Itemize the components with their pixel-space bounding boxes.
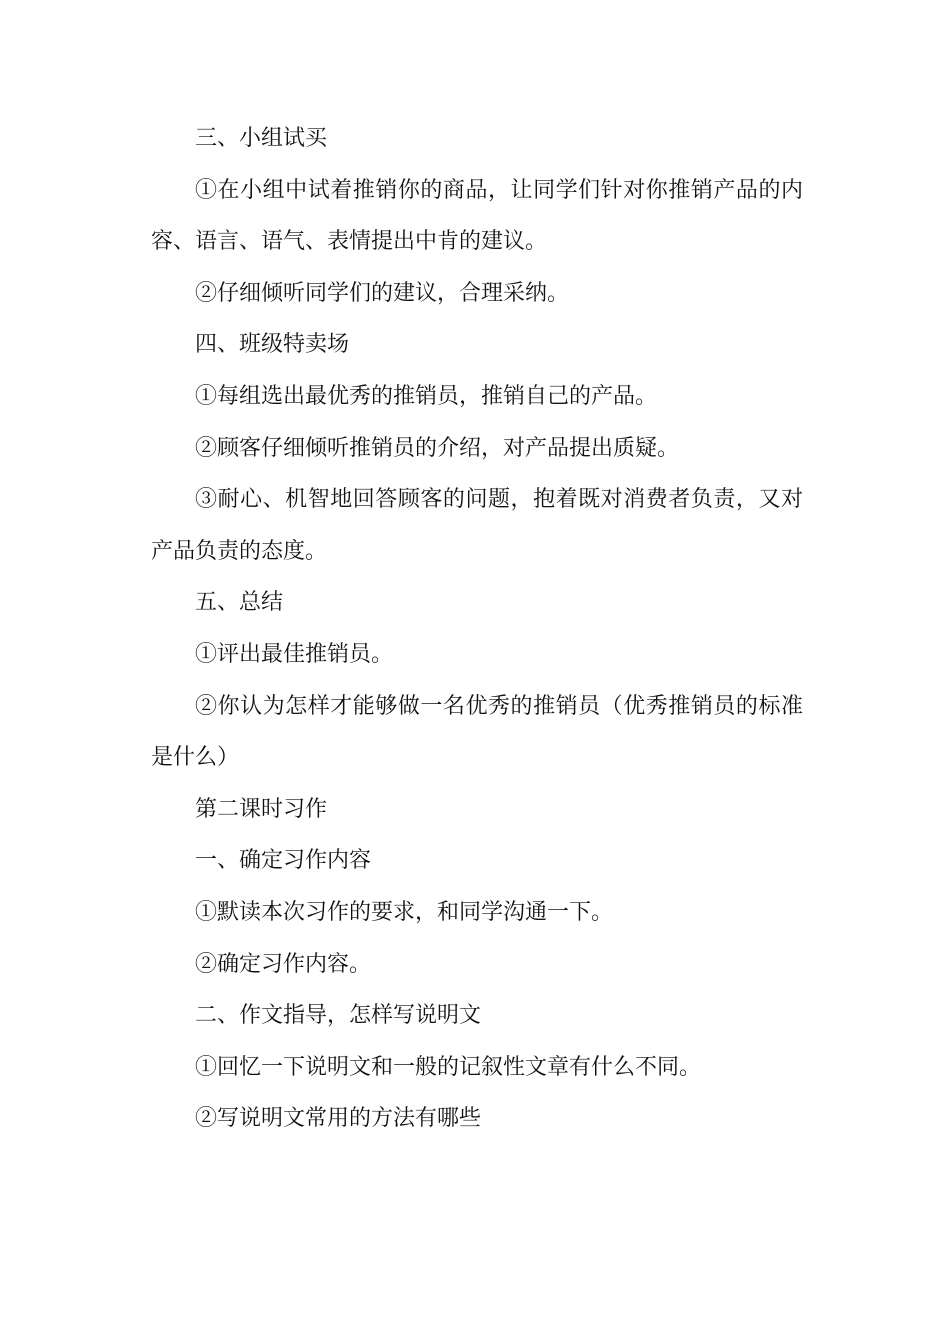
document-body [151,113,803,1145]
paragraph: ①评出最佳推销员。 [195,641,394,667]
paragraph: ②仔细倾听同学们的建议，合理采纳。 [195,280,570,306]
paragraph: ①默读本次习作的要求，和同学沟通一下。 [195,899,614,925]
paragraph: ①在小组中试着推销你的商品，让同学们针对你推销产品的内容、语言、语气、表情提出中肯的建议。 [151,177,803,255]
lesson-heading: 第二课时习作 [195,796,328,822]
paragraph: ③耐心、机智地回答顾客的问题，抱着既对消费者负责，又对产品负责的态度。 [151,487,803,564]
paragraph: ②确定习作内容。 [195,951,372,977]
section-heading-1: 一、确定习作内容 [195,848,372,874]
paragraph: ①每组选出最优秀的推销员，推销自己的产品。 [195,383,658,409]
paragraph: ①回忆一下说明文和一般的记叙性文章有什么不同。 [195,1054,702,1080]
paragraph: ②写说明文常用的方法有哪些 [195,1106,482,1132]
section-heading-5: 五、总结 [195,590,284,616]
paragraph: ②你认为怎样才能够做一名优秀的推销员（优秀推销员的标准是什么） [151,693,803,771]
paragraph: ②顾客仔细倾听推销员的介绍，对产品提出质疑。 [195,435,680,461]
section-heading-2: 二、作文指导，怎样写说明文 [195,1003,482,1029]
section-heading-3: 三、小组试买 [195,126,328,151]
section-heading-4: 四、班级特卖场 [195,332,350,358]
